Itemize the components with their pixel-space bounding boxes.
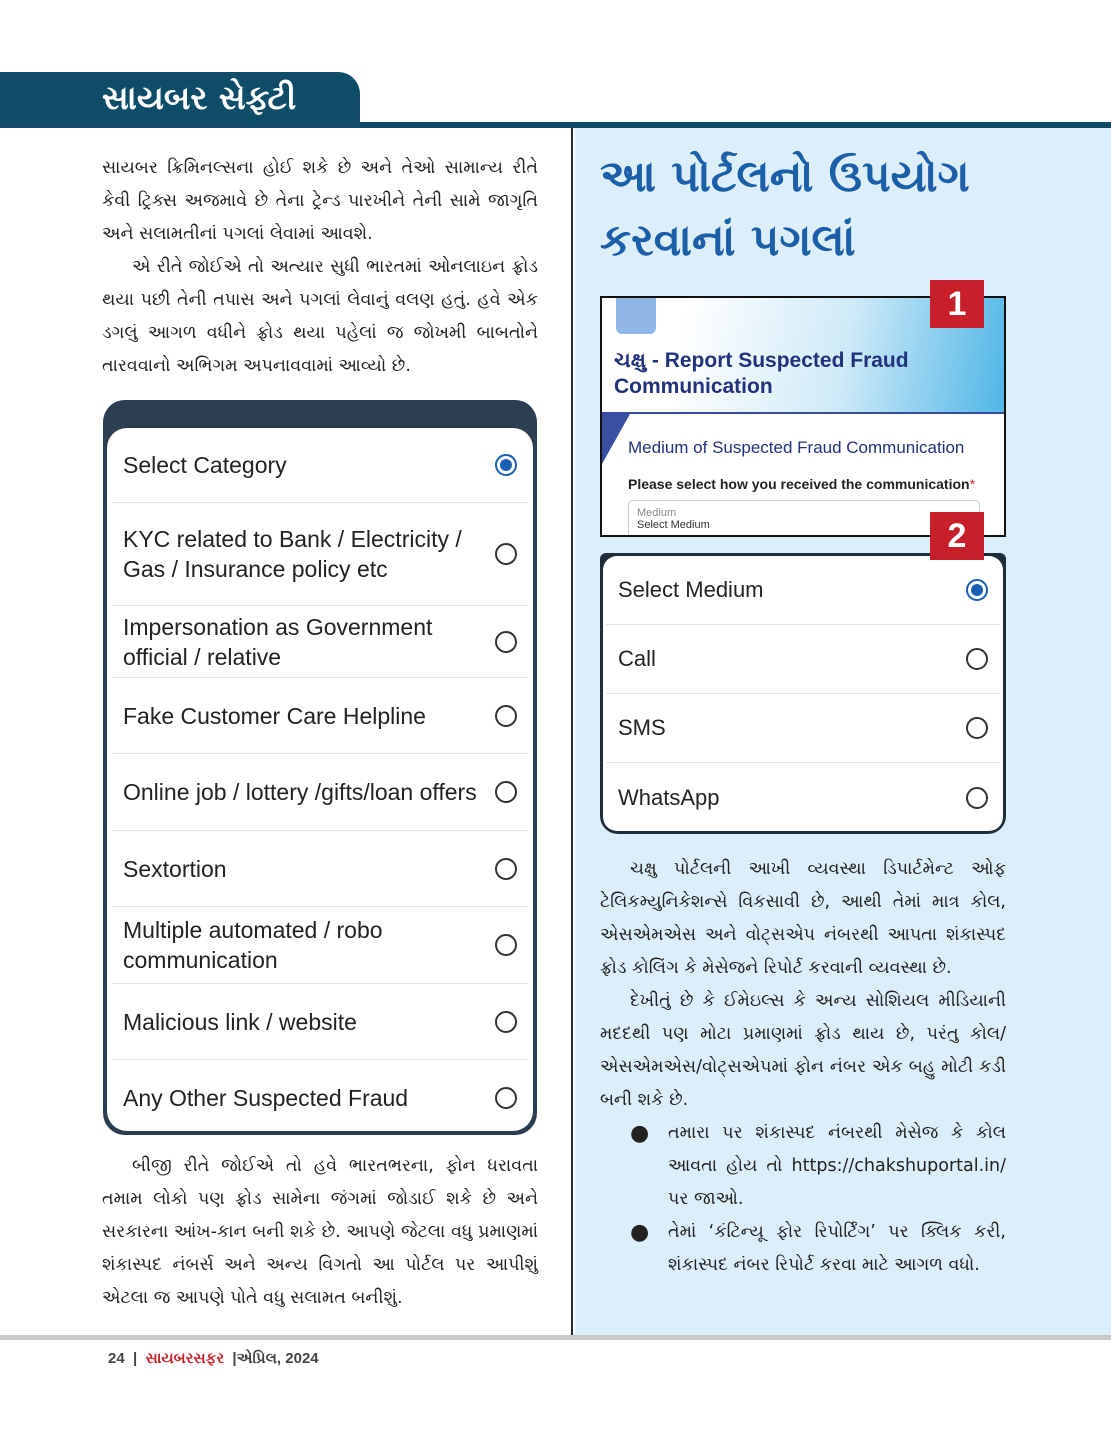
radio-icon[interactable] [495,1011,517,1033]
form-section-title: Medium of Suspected Fraud Communication [628,438,965,457]
sidebar-title: આ પોર્ટલનો ઉપયોગ કરવાનાં પગલાં [600,151,970,266]
radio-icon[interactable] [495,934,517,956]
field-value: Select Medium [637,519,710,531]
bullet-icon: ● [630,1220,650,1245]
portal-title: ચક્ષુ - Report Suspected Fraud Communication [614,349,909,398]
left-intro [102,152,538,383]
medium-option[interactable]: Select Medium [606,556,1000,625]
radio-icon[interactable] [495,781,517,803]
category-option[interactable]: Malicious link / website [111,984,529,1060]
form-question: Please select how you received the communication* [628,476,976,492]
category-option[interactable]: Any Other Suspected Fraud [111,1060,529,1135]
category-list [107,428,533,1131]
category-option[interactable]: Select Category [111,428,529,503]
field-label: Medium [637,507,677,519]
category-option[interactable]: Fake Customer Care Helpline [111,678,529,754]
sidebar-text [600,853,1006,1282]
radio-icon[interactable] [966,787,988,809]
bullet-icon: ● [630,1121,650,1146]
medium-list [603,556,1003,831]
paragraph: એ રીતે જોઈએ તો અત્યાર સુધી ભારતમાં ઓનલાઇન ફ્રોડ થયા પછી તેની તપાસ અને પગલાં લેવાનું વલણ હતું. હવે એક ડગલું આગળ વધીને ફ્રોડ થયા પહેલાં જ જોખમી બાબતોને તારવવાનો અભિગમ અપનાવવામાં આવ્યો છે. [102,257,538,376]
category-option[interactable]: Sextortion [111,831,529,907]
radio-selected-icon[interactable] [495,454,517,476]
medium-option[interactable]: WhatsApp [606,763,1000,832]
chakshu-logo-icon [616,298,656,334]
page-number: 24 [108,1350,125,1367]
category-option[interactable]: Impersonation as Government official / relative [111,606,529,678]
paragraph: સાયબર ક્રિમિનલ્સના હોઈ શકે છે અને તેઓ સામાન્ય રીતે કેવી ટ્રિક્સ અજમાવે છે તેના ટ્રેન્ડ પારખીને તેની સામે જાગૃતિ અને સલામતીનાં પગલાં લેવામાં આવશે. [102,158,538,244]
paragraph: ચક્ષુ પોર્ટલની આખી વ્યવસ્થા ડિપાર્ટમેન્ટ ઓફ ટેલિકમ્યુનિકેશન્સે વિકસાવી છે, આથી તેમાં માત્ર કોલ, એસએમએસ અને વોટ્સએપ નંબરથી આપતા શંકાસ્પદ ફ્રોડ કોલિંગ કે મેસેજને રિપોર્ટ કરવાની વ્યવસ્થા છે. [600,859,1006,978]
left-closing [102,1150,538,1315]
paragraph: બીજી રીતે જોઈએ તો હવે ભારતભરના, ફોન ધરાવતા તમામ લોકો પણ ફ્રોડ સામેના જંગમાં જોડાઈ શકે છે અને સરકારના આંખ-કાન બની શકે છે. આપણે જેટલા વધુ પ્રમાણમાં શંકાસ્પદ નંબર્સ અને અન્ય વિગતો આ પોર્ટલ પર આપીશું એટલા જ આપણે પોતે વધુ સલામત બનીશું. [102,1156,538,1308]
footer-rule [0,1335,1111,1340]
category-option[interactable]: Online job / lottery /gifts/loan offers [111,754,529,831]
radio-icon[interactable] [495,1087,517,1109]
medium-screenshot [600,553,1006,834]
category-screenshot [103,400,537,1135]
section-title: સાયબર સેફ્ટી [102,78,297,117]
radio-icon[interactable] [495,631,517,653]
medium-select[interactable] [628,500,980,537]
column-divider [571,128,573,1335]
medium-option[interactable]: Call [606,625,1000,694]
paragraph: દેખીતું છે કે ઈમેઇલ્સ કે અન્ય સોશિયલ મીડિયાની મદદથી પણ મોટા પ્રમાણમાં ફ્રોડ થાય છે, પરંતુ કોલ/એસએમએસ/વોટ્સએપમાં ફોન નંબર એક બહુ મોટી કડી બની શકે છે. [600,991,1006,1110]
medium-option[interactable]: SMS [606,694,1000,763]
issue-date: એપ્રિલ, 2024 [236,1350,319,1367]
bullet-item: ● તમારા પર શંકાસ્પદ નંબરથી મેસેજ કે કોલ આવતા હોય તો https://chakshuportal.in/ પર જાઓ. [600,1117,1006,1216]
portal-screenshot [600,296,1006,537]
radio-icon[interactable] [495,705,517,727]
step-badge: 2 [930,512,984,560]
radio-icon[interactable] [495,858,517,880]
radio-icon[interactable] [966,648,988,670]
radio-icon[interactable] [495,543,517,565]
magazine-name: સાયબરસફર [145,1350,225,1367]
category-option[interactable]: Multiple automated / robo communication [111,907,529,984]
radio-icon[interactable] [966,717,988,739]
corner-decoration [602,414,630,464]
bullet-item: ● તેમાં ‘કંટિન્યૂ ફોર રિપોર્ટિંગ’ પર ક્લિક કરી, શંકાસ્પદ નંબર રિપોર્ટ કરવા માટે આગળ વધો. [600,1216,1006,1282]
category-option[interactable]: KYC related to Bank / Electricity / Gas / Insurance policy etc [111,503,529,606]
step-badge: 1 [930,280,984,328]
page-footer: 24 | સાયબરસફર |એપ્રિલ, 2024 [108,1350,319,1367]
radio-selected-icon[interactable] [966,579,988,601]
